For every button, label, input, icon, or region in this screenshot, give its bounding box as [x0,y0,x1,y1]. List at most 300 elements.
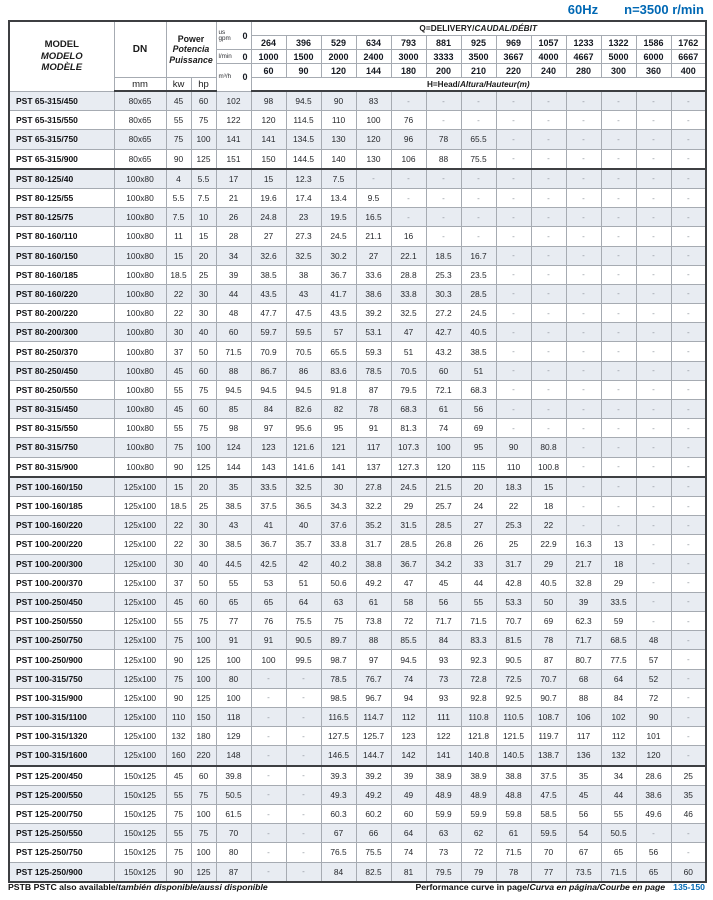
head-value-cell: 100 [356,111,391,130]
dn-cell: 125x100 [114,612,166,631]
head-value-cell: - [671,631,706,650]
dn-cell: 100x80 [114,284,166,303]
kw-cell: 45 [166,400,191,419]
head-value-cell: 117 [356,438,391,457]
head-value-cell: - [531,304,566,323]
head-value-cell: 144.7 [356,746,391,766]
head-value-cell: 132 [601,746,636,766]
table-row [9,380,706,399]
head-value-cell: 39 [216,265,251,284]
head-value-cell: - [566,323,601,342]
head-value-cell: 82 [321,400,356,419]
head-value-cell: - [671,188,706,207]
head-value-cell: 100 [216,650,251,669]
head-value-cell: 30 [321,477,356,497]
head-value-cell: - [391,91,426,111]
kw-cell: 55 [166,785,191,804]
head-value-cell: 24.5 [321,227,356,246]
power-column-header [166,21,216,78]
head-value-cell: 13.4 [321,188,356,207]
head-value-cell: 77 [531,862,566,882]
head-value-cell: 24.5 [391,477,426,497]
head-value-cell: 77 [216,612,251,631]
table-row [9,612,706,631]
head-value-cell: - [636,438,671,457]
head-value-cell: 150 [251,149,286,169]
head-value-cell: - [601,188,636,207]
head-value-cell: - [566,169,601,189]
head-value-cell: 33.8 [321,535,356,554]
head-value-cell: - [531,323,566,342]
head-value-cell: 110 [321,111,356,130]
kw-cell: 90 [166,862,191,882]
head-value-cell: 120 [636,746,671,766]
kw-cell: 22 [166,516,191,535]
head-value-cell: 33 [461,554,496,573]
head-value-cell: 123 [251,438,286,457]
head-value-cell: - [356,169,391,189]
head-value-cell: 26 [216,208,251,227]
model-cell: PST 80-125/55 [9,188,114,207]
head-value-cell: 27 [356,246,391,265]
model-cell: PST 125-250/550 [9,824,114,843]
head-value-cell: - [671,477,706,497]
head-value-cell: - [531,342,566,361]
head-value-cell: 42.8 [496,573,531,592]
head-value-cell: 24.5 [461,304,496,323]
table-row [9,149,706,169]
head-value-cell: 47.5 [531,785,566,804]
head-value-cell: 48 [636,631,671,650]
head-value-cell: 92.3 [461,650,496,669]
head-value-cell: 35.2 [356,516,391,535]
flow-value: 6667 [671,50,706,64]
head-value-cell: 110 [496,457,531,477]
kw-cell: 45 [166,91,191,111]
head-value-cell: - [671,361,706,380]
head-value-cell: 78 [356,400,391,419]
head-value-cell: 121.6 [286,438,321,457]
kw-cell: 45 [166,766,191,786]
head-value-cell: 142 [391,746,426,766]
head-value-cell: - [531,246,566,265]
head-value-cell: 140.8 [461,746,496,766]
head-value-cell: - [496,361,531,380]
head-value-cell: - [286,843,321,862]
head-label-intl: Altura/Hauteur [459,79,517,89]
head-value-cell: 53 [251,573,286,592]
head-value-cell: 120 [426,457,461,477]
head-value-cell: 148 [216,746,251,766]
dn-cell: 80x65 [114,111,166,130]
head-value-cell: - [286,862,321,882]
head-value-cell: 96 [391,130,426,149]
head-value-cell: 43.5 [321,304,356,323]
head-value-cell: 47 [391,323,426,342]
head-value-cell: - [496,246,531,265]
head-value-cell: - [391,169,426,189]
head-value-cell: 130 [356,149,391,169]
dn-unit-header: mm [114,78,166,92]
head-value-cell: 72.8 [461,669,496,688]
head-value-cell: 22 [531,516,566,535]
head-value-cell: - [671,496,706,515]
head-value-cell: 38.9 [461,766,496,786]
head-value-cell: 123 [391,727,426,746]
head-value-cell: 32.5 [286,246,321,265]
head-value-cell: 49.2 [356,785,391,804]
head-value-cell: - [671,111,706,130]
head-value-cell: 21.5 [426,477,461,497]
table-row [9,843,706,862]
head-value-cell: 136 [566,746,601,766]
head-value-cell: 31.5 [391,516,426,535]
head-value-cell: 35 [671,785,706,804]
head-value-cell: 91 [216,631,251,650]
head-value-cell: - [566,380,601,399]
head-value-cell: 34 [601,766,636,786]
head-value-cell: - [636,824,671,843]
flow-value: 3667 [496,50,531,64]
head-value-cell: 111 [426,708,461,727]
model-cell: PST 100-200/370 [9,573,114,592]
head-value-cell: - [566,457,601,477]
head-value-cell: 70 [216,824,251,843]
head-value-cell: 22 [496,496,531,515]
head-value-cell: 60 [671,862,706,882]
head-value-cell: - [286,746,321,766]
head-value-cell: 99.5 [286,650,321,669]
head-value-cell: - [531,169,566,189]
head-value-cell: - [636,111,671,130]
head-value-cell: 77.5 [601,650,636,669]
flow-value: 634 [356,36,391,50]
flow-value: 1762 [671,36,706,50]
head-value-cell: 36.7 [251,535,286,554]
model-cell: PST 100-160/150 [9,477,114,497]
head-value-cell: 70.7 [496,612,531,631]
head-value-cell: - [531,284,566,303]
table-row [9,111,706,130]
head-value-cell: 80.7 [566,650,601,669]
flow-value: 3000 [391,50,426,64]
head-value-cell: 85.5 [391,631,426,650]
head-value-cell: 94.5 [286,380,321,399]
head-value-cell: 100 [251,650,286,669]
head-value-cell: 34.3 [321,496,356,515]
flow-value: 4667 [566,50,601,64]
hp-cell: 220 [191,746,216,766]
hp-cell: 40 [191,323,216,342]
dn-cell: 100x80 [114,208,166,227]
head-value-cell: 40.2 [321,554,356,573]
head-value-cell: 71.5 [601,862,636,882]
dn-cell: 80x65 [114,91,166,111]
head-value-cell: 28.5 [461,284,496,303]
head-value-cell: 36.7 [391,554,426,573]
head-value-cell: 15 [251,169,286,189]
table-row [9,323,706,342]
head-value-cell: 19.5 [321,208,356,227]
head-value-cell: 38.9 [426,766,461,786]
model-cell: PST 80-315/550 [9,419,114,438]
head-value-cell: - [671,516,706,535]
head-value-cell: - [671,554,706,573]
head-value-cell: 56 [426,592,461,611]
head-value-cell: 27.2 [426,304,461,323]
head-value-cell: 121.8 [461,727,496,746]
dn-cell: 150x125 [114,862,166,882]
head-value-cell: 65 [601,843,636,862]
kw-cell: 90 [166,457,191,477]
model-cell: PST 125-250/900 [9,862,114,882]
power-label-es: Potencia [172,44,210,55]
dn-cell: 80x65 [114,130,166,149]
model-cell: PST 125-200/450 [9,766,114,786]
head-value-cell: 51 [391,342,426,361]
head-value-cell: - [636,573,671,592]
head-value-cell: - [636,130,671,149]
head-value-cell: - [531,361,566,380]
head-value-cell: 88 [566,688,601,707]
head-value-cell: 38.8 [356,554,391,573]
head-value-cell: 56 [461,400,496,419]
head-value-cell: - [531,149,566,169]
head-value-cell: - [391,188,426,207]
head-value-cell: 44 [216,284,251,303]
dn-cell: 100x80 [114,400,166,419]
dn-cell: 100x80 [114,342,166,361]
head-value-cell: 64 [601,669,636,688]
head-value-cell: 70.7 [531,669,566,688]
head-value-cell: 21.1 [356,227,391,246]
head-value-cell: 71.7 [426,612,461,631]
head-value-cell: - [566,188,601,207]
kw-cell: 75 [166,631,191,650]
hp-cell: 100 [191,438,216,457]
head-value-cell: - [496,342,531,361]
head-value-cell: 74 [391,669,426,688]
head-value-cell: - [461,227,496,246]
kw-cell: 22 [166,284,191,303]
flow-value: 210 [461,64,496,78]
speed-label: n=3500 r/min [624,2,704,17]
head-value-cell: 40.5 [531,573,566,592]
head-value-cell: - [496,111,531,130]
head-value-cell: 22.9 [531,535,566,554]
table-row [9,727,706,746]
head-value-cell: 100.8 [531,457,566,477]
footer-availability-note [8,882,268,892]
model-cell: PST 100-315/1100 [9,708,114,727]
hp-cell: 50 [191,342,216,361]
table-row [9,169,706,189]
head-value-cell: 47.7 [251,304,286,323]
footer-curve-en: Performance curve in page/ [415,882,530,892]
head-value-cell: 90.5 [496,650,531,669]
head-value-cell: - [671,342,706,361]
head-value-cell: 39.8 [216,766,251,786]
head-value-cell: 68.3 [461,380,496,399]
hp-cell: 125 [191,862,216,882]
dn-cell: 125x100 [114,516,166,535]
head-value-cell: 84 [321,862,356,882]
head-value-cell: 58.5 [531,804,566,823]
table-row [9,400,706,419]
hp-cell: 50 [191,573,216,592]
head-value-cell: 62 [461,824,496,843]
head-value-cell: 50.6 [321,573,356,592]
head-value-cell: - [496,265,531,284]
head-value-cell: 76.5 [321,843,356,862]
model-cell: PST 80-315/900 [9,457,114,477]
head-value-cell: 61 [496,824,531,843]
head-value-cell: 90.7 [531,688,566,707]
head-value-cell: - [286,708,321,727]
flow-value: 400 [671,64,706,78]
head-value-cell: - [566,400,601,419]
head-value-cell: - [671,727,706,746]
head-value-cell: 144 [216,457,251,477]
head-value-cell: 127.3 [391,457,426,477]
head-value-cell: 78 [426,130,461,149]
head-value-cell: 64 [391,824,426,843]
head-value-cell: - [636,284,671,303]
head-value-cell: 17 [216,169,251,189]
head-value-cell: - [286,766,321,786]
flow-value: 793 [391,36,426,50]
dn-cell: 150x125 [114,843,166,862]
head-value-cell: 122 [426,727,461,746]
model-cell: PST 100-315/750 [9,669,114,688]
head-value-cell: - [636,457,671,477]
head-value-cell: - [496,91,531,111]
kw-cell: 160 [166,746,191,766]
head-value-cell: 93 [426,650,461,669]
flow-unit-gpm-cell [216,21,251,50]
head-value-cell: 50 [531,592,566,611]
head-value-cell: 48.8 [496,785,531,804]
head-value-cell: - [496,227,531,246]
head-value-cell: 141 [251,130,286,149]
head-value-cell: 13 [601,535,636,554]
head-value-cell: 91.8 [321,380,356,399]
flow-value: 3500 [461,50,496,64]
hp-cell: 100 [191,130,216,149]
head-value-cell: 59.8 [496,804,531,823]
head-value-cell: 70.5 [286,342,321,361]
m3h-zero-value: 0 [242,72,248,83]
head-value-cell: 50.5 [601,824,636,843]
head-value-cell: 102 [601,708,636,727]
head-value-cell: - [636,188,671,207]
head-value-cell: 70.9 [251,342,286,361]
head-value-cell: 86.7 [251,361,286,380]
head-value-cell: - [461,208,496,227]
head-value-cell: 28.8 [391,265,426,284]
head-value-cell: 7.5 [321,169,356,189]
dn-cell: 100x80 [114,361,166,380]
table-row [9,227,706,246]
dn-cell: 125x100 [114,669,166,688]
head-value-cell: - [601,304,636,323]
kw-unit-header: kw [166,78,191,92]
head-value-cell: - [601,419,636,438]
head-value-cell: 61 [426,400,461,419]
head-value-cell: 121.5 [496,727,531,746]
head-value-cell: 95.6 [286,419,321,438]
dn-cell: 100x80 [114,438,166,457]
head-value-cell: - [426,208,461,227]
head-value-cell: 44.5 [216,554,251,573]
head-value-cell: - [671,688,706,707]
head-value-cell: - [671,419,706,438]
head-value-cell: 67 [566,843,601,862]
model-cell: PST 100-200/220 [9,535,114,554]
head-value-cell: - [671,91,706,111]
head-value-cell: 65 [251,592,286,611]
dn-cell: 125x100 [114,477,166,497]
head-value-cell: 61 [356,592,391,611]
head-value-cell: 39.3 [321,766,356,786]
dn-cell: 125x100 [114,592,166,611]
head-value-cell: - [566,208,601,227]
kw-cell: 7.5 [166,208,191,227]
head-value-cell: - [636,91,671,111]
head-value-cell: - [286,785,321,804]
head-value-cell: - [496,188,531,207]
head-value-cell: 137 [356,457,391,477]
flow-value: 1586 [636,36,671,50]
head-value-cell: 37.5 [531,766,566,786]
flow-value: 2000 [321,50,356,64]
head-value-cell: 38.5 [216,535,251,554]
kw-cell: 37 [166,573,191,592]
head-value-cell: 28 [216,227,251,246]
table-row [9,862,706,882]
head-value-cell: - [671,824,706,843]
head-value-cell: - [671,438,706,457]
head-value-cell: 25 [496,535,531,554]
head-value-cell: 95 [461,438,496,457]
head-value-cell: 24.8 [251,208,286,227]
kw-cell: 75 [166,130,191,149]
head-value-cell: 49 [391,785,426,804]
head-value-cell: 56 [636,843,671,862]
model-cell: PST 80-160/185 [9,265,114,284]
head-value-cell: 30.3 [426,284,461,303]
head-value-cell: - [636,361,671,380]
head-value-cell: 61.5 [216,804,251,823]
dn-cell: 100x80 [114,419,166,438]
head-value-cell: - [531,91,566,111]
head-value-cell: - [531,188,566,207]
head-value-cell: - [601,361,636,380]
dn-cell: 100x80 [114,304,166,323]
head-value-cell: 41 [251,516,286,535]
hp-cell: 75 [191,785,216,804]
table-row [9,766,706,786]
head-value-cell: 28.5 [391,535,426,554]
head-value-cell: 46 [671,804,706,823]
head-value-cell: 141 [321,457,356,477]
head-value-cell: 48 [216,304,251,323]
head-value-cell: 33.5 [251,477,286,497]
head-value-cell: - [671,457,706,477]
head-value-cell: 120 [356,130,391,149]
head-value-cell: - [251,727,286,746]
kw-cell: 37 [166,342,191,361]
